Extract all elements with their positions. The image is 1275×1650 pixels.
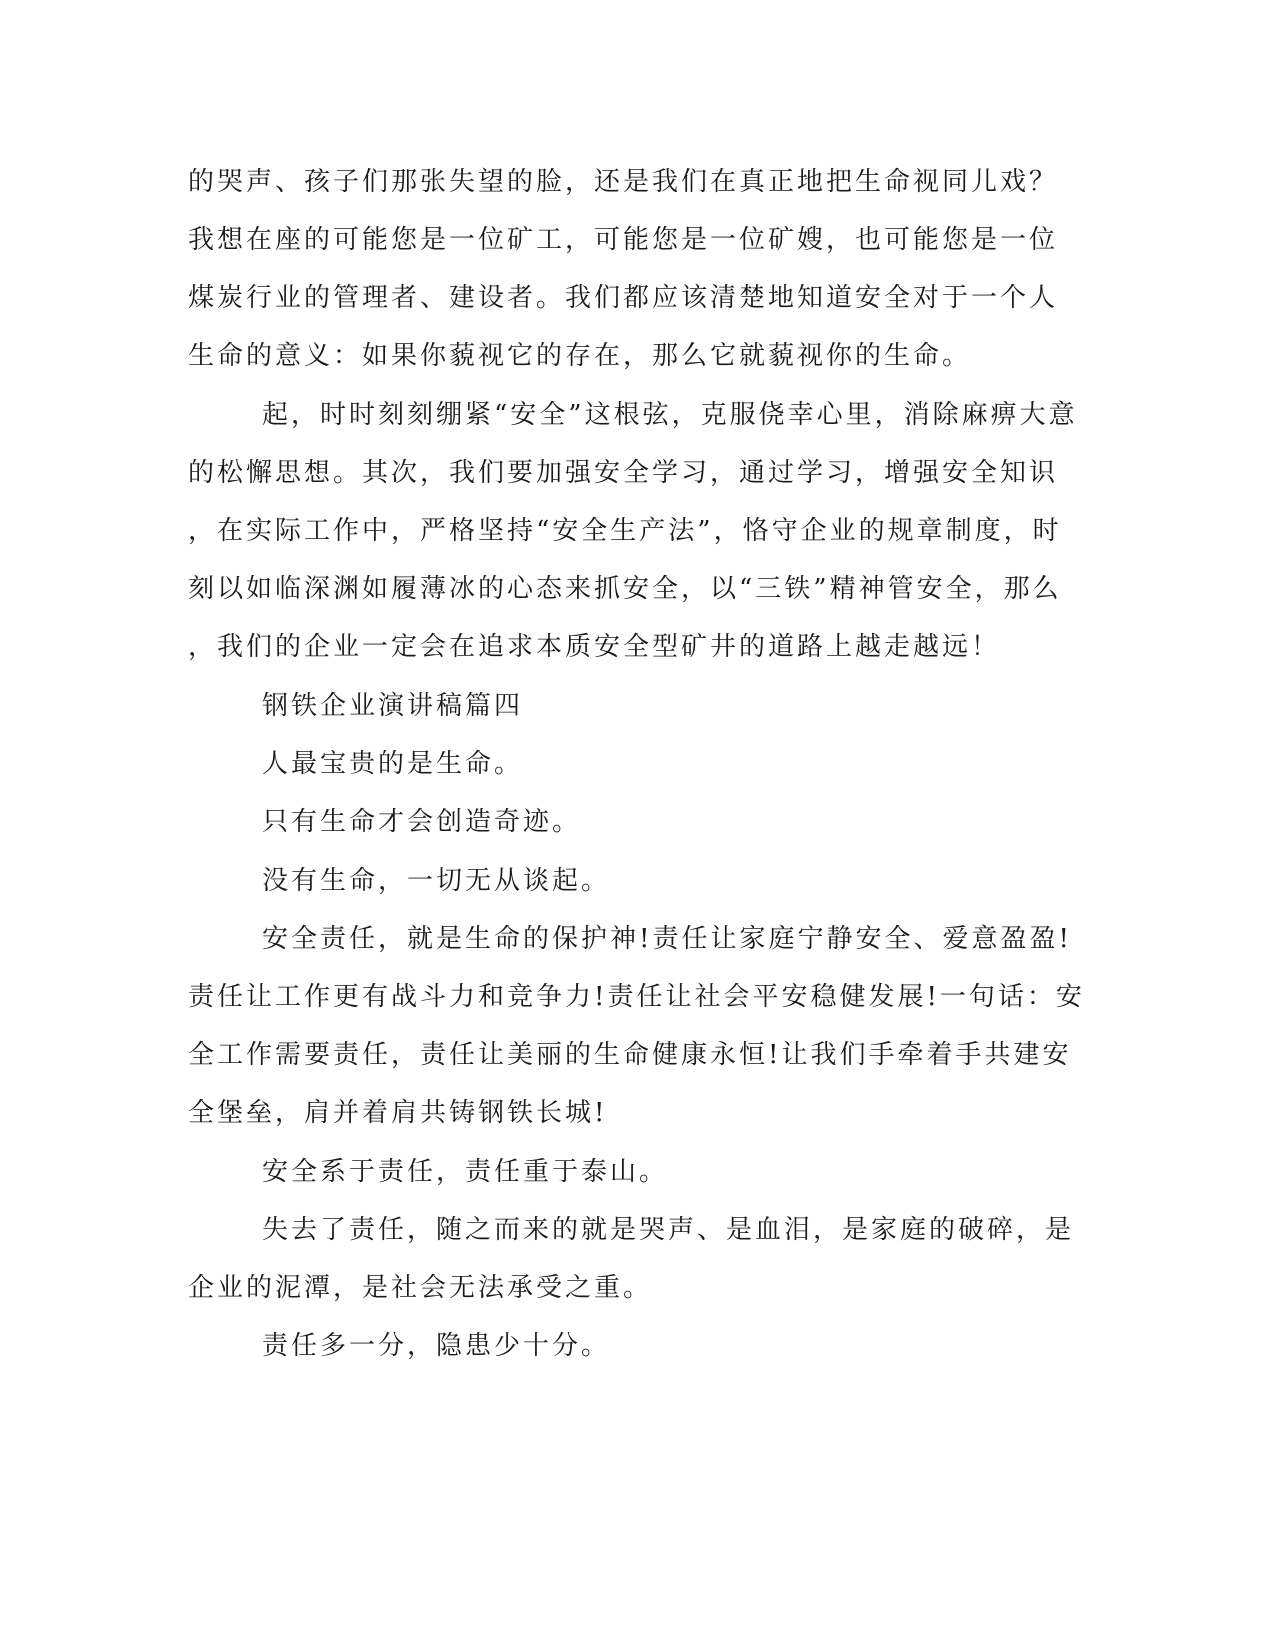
text-line: 全堡垒，肩并着肩共铸钢铁长城! <box>188 1098 608 1128</box>
text-line: 的松懈思想。其次，我们要加强安全学习，通过学习，增强安全知识 <box>188 458 1059 488</box>
section-heading: 钢铁企业演讲稿篇四 <box>262 691 524 721</box>
text-line: 责任多一分，隐患少十分。 <box>262 1331 611 1361</box>
text-line: 起，时时刻刻绷紧“安全”这根弦，克服侥幸心里，消除麻痹大意 <box>262 400 1078 430</box>
text-line: 人最宝贵的是生命。 <box>262 749 524 779</box>
text-line: 我想在座的可能您是一位矿工，可能您是一位矿嫂，也可能您是一位 <box>188 225 1059 255</box>
text-line: ，在实际工作中，严格坚持“安全生产法”，恪守企业的规章制度，时 <box>188 516 1062 546</box>
text-line: 的哭声、孩子们那张失望的脸，还是我们在真正地把生命视同儿戏？ <box>188 167 1059 197</box>
text-line: 安全责任，就是生命的保护神!责任让家庭宁静安全、爱意盈盈! <box>262 924 1072 954</box>
text-line: 刻以如临深渊如履薄冰的心态来抓安全，以“三铁”精神管安全，那么 <box>188 574 1062 604</box>
text-line: 煤炭行业的管理者、建设者。我们都应该清楚地知道安全对于一个人 <box>188 283 1059 313</box>
text-line: 企业的泥潭，是社会无法承受之重。 <box>188 1273 653 1303</box>
text-line: 安全系于责任，责任重于泰山。 <box>262 1157 669 1187</box>
text-line: 责任让工作更有战斗力和竞争力!责任让社会平安稳健发展!一句话：安 <box>188 982 1085 1012</box>
text-line: 全工作需要责任，责任让美丽的生命健康永恒!让我们手牵着手共建安 <box>188 1040 1072 1070</box>
text-line: 只有生命才会创造奇迹。 <box>262 807 582 837</box>
text-line: 失去了责任，随之而来的就是哭声、是血泪，是家庭的破碎，是 <box>262 1215 1075 1245</box>
text-line: 没有生命，一切无从谈起。 <box>262 866 611 896</box>
text-line: 生命的意义：如果你藐视它的存在，那么它就藐视你的生命。 <box>188 341 972 371</box>
text-line: ，我们的企业一定会在追求本质安全型矿井的道路上越走越远！ <box>188 632 1001 662</box>
